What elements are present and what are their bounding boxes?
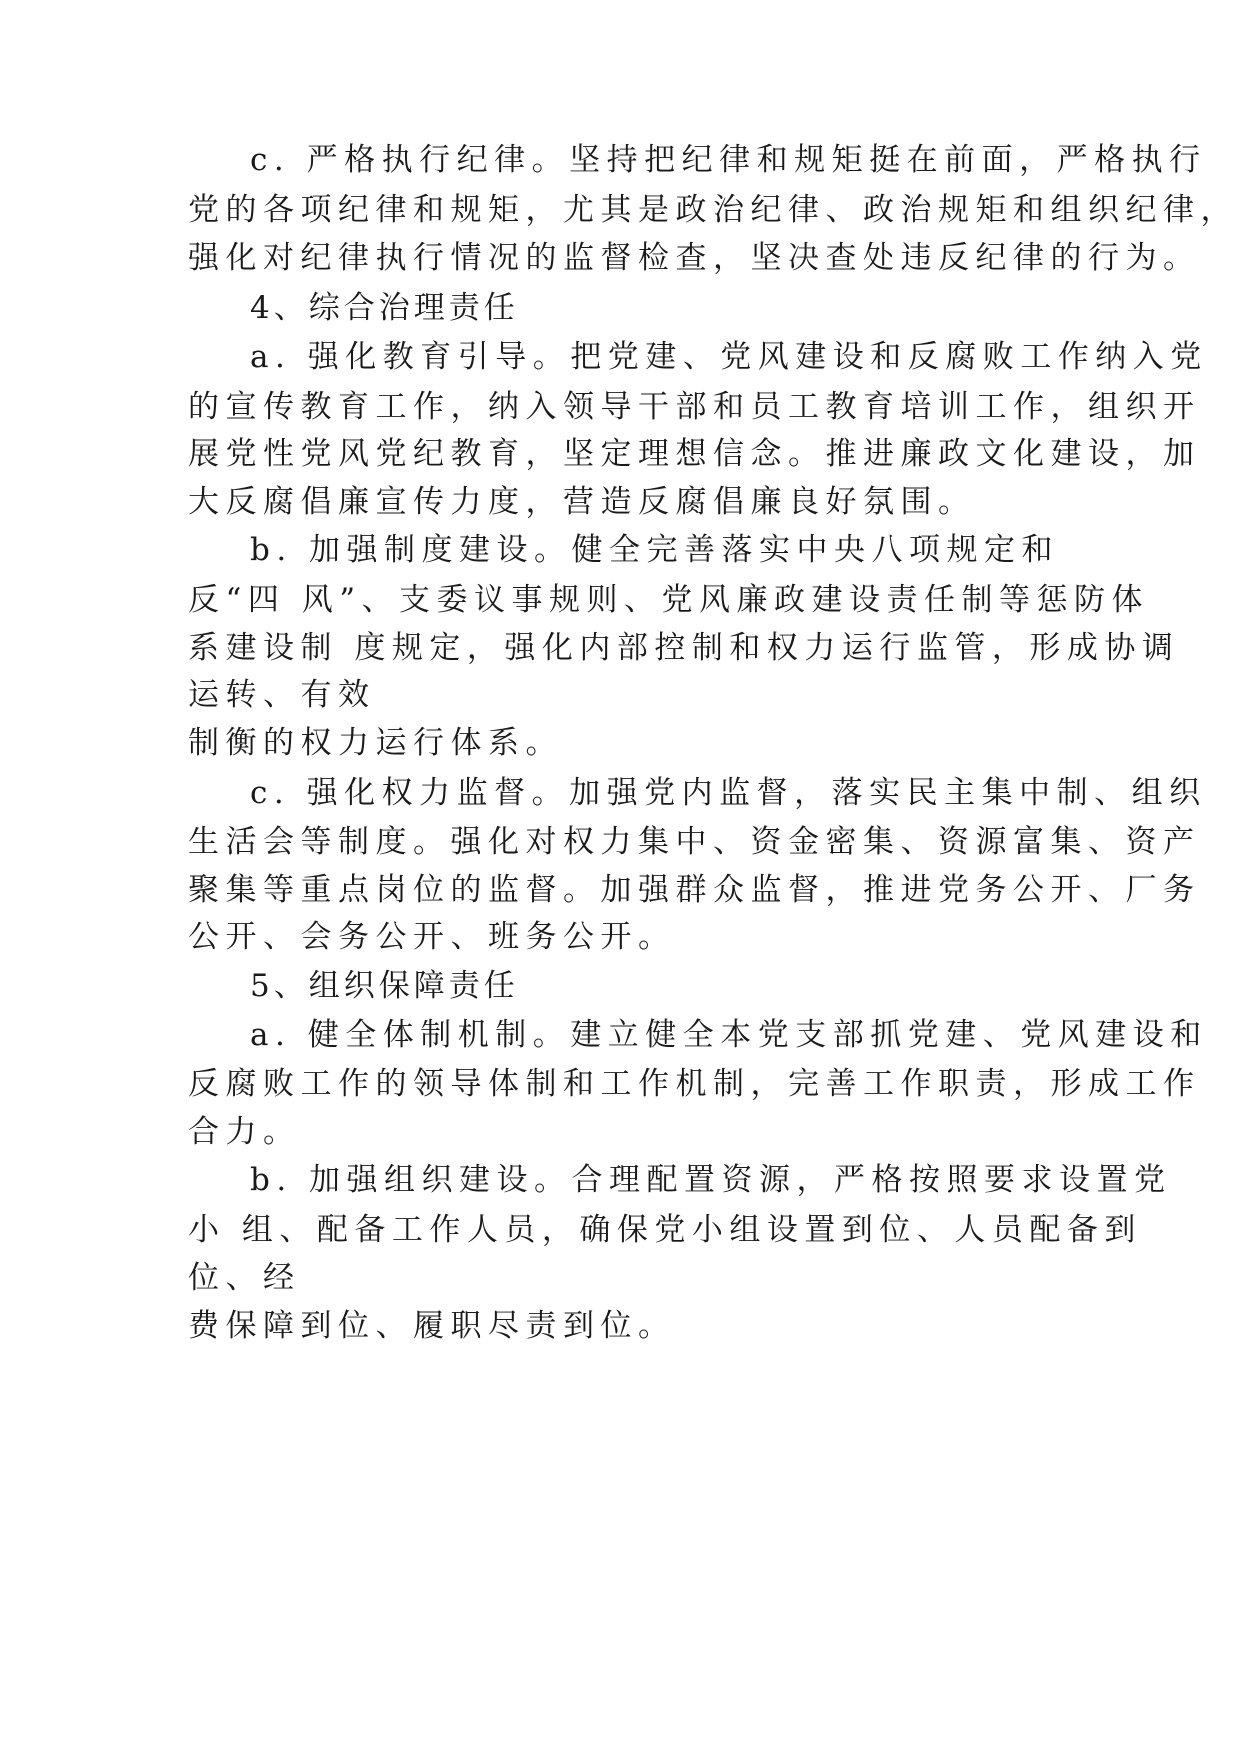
paragraph-a-mechanism-line-2: 反腐败工作的领导体制和工作机制，完善工作职责，形成工作 bbox=[188, 1066, 1201, 1102]
paragraph-a-education-line-3: 展党性党风党纪教育，坚定理想信念。推进廉政文化建设，加 bbox=[188, 436, 1201, 472]
paragraph-c-supervision-line-1: c. 强化权力监督。加强党内监督，落实民主集中制、组织 bbox=[250, 775, 1207, 811]
paragraph-a-education-line-2: 的宣传教育工作，纳入领导干部和员工教育培训工作，组织开 bbox=[188, 389, 1201, 425]
paragraph-a-mechanism-line-1: a. 健全体制机制。建立健全本党支部抓党建、党风建设和 bbox=[250, 1017, 1208, 1053]
paragraph-b-system-line-4: 运转、有效 bbox=[188, 677, 376, 713]
paragraph-a-education-line-1: a. 强化教育引导。把党建、党风建设和反腐败工作纳入党 bbox=[250, 339, 1208, 375]
paragraph-a-mechanism-line-3: 合力。 bbox=[188, 1114, 301, 1150]
paragraph-b-organization-line-1: b. 加强组织建设。合理配置资源，严格按照要求设置党 bbox=[250, 1162, 1172, 1198]
section-heading-4: 4、综合治理责任 bbox=[250, 290, 519, 326]
paragraph-c-supervision-line-2: 生活会等制度。强化对权力集中、资金密集、资源富集、资产 bbox=[188, 824, 1201, 860]
paragraph-c-supervision-line-4: 公开、会务公开、班务公开。 bbox=[188, 919, 676, 955]
paragraph-c-discipline-line-2: 党的各项纪律和规矩，尤其是政治纪律、政治规矩和组织纪律， bbox=[188, 192, 1238, 228]
paragraph-c-supervision-line-3: 聚集等重点岗位的监督。加强群众监督，推进党务公开、厂务 bbox=[188, 872, 1201, 908]
paragraph-b-system-line-1: b. 加强制度建设。健全完善落实中央八项规定和 bbox=[250, 532, 1060, 568]
paragraph-c-discipline-line-1: c. 严格执行纪律。坚持把纪律和规矩挺在前面，严格执行 bbox=[250, 142, 1207, 178]
paragraph-b-organization-line-3: 位、经 bbox=[188, 1260, 301, 1296]
paragraph-b-system-line-5: 制衡的权力运行体系。 bbox=[188, 725, 563, 761]
paragraph-c-discipline-line-3: 强化对纪律执行情况的监督检查，坚决查处违反纪律的行为。 bbox=[188, 240, 1201, 276]
section-heading-5: 5、组织保障责任 bbox=[250, 968, 519, 1004]
paragraph-a-education-line-4: 大反腐倡廉宣传力度，营造反腐倡廉良好氛围。 bbox=[188, 484, 976, 520]
paragraph-b-system-line-2: 反“四 风”、支委议事规则、党风廉政建设责任制等惩防体 bbox=[188, 582, 1150, 618]
paragraph-b-organization-line-2: 小 组、配备工作人员，确保党小组设置到位、人员配备到 bbox=[188, 1212, 1142, 1248]
paragraph-b-organization-line-4: 费保障到位、履职尽责到位。 bbox=[188, 1308, 676, 1344]
paragraph-b-system-line-3: 系建设制 度规定，强化内部控制和权力运行监管，形成协调 bbox=[188, 630, 1180, 666]
